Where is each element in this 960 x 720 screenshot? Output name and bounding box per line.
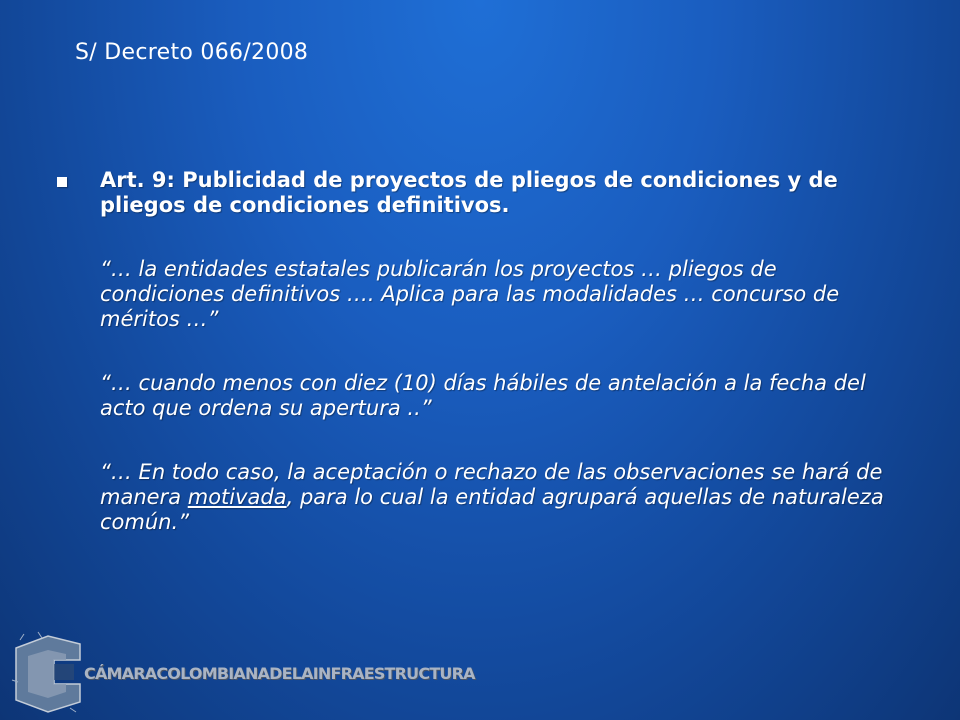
- article-heading: Art. 9: Publicidad de proyectos de pliegos de condiciones y de pliegos de condiciones definitivos.: [100, 168, 838, 217]
- bullet-item: [100, 168, 900, 218]
- slide-content: [100, 168, 900, 574]
- square-bullet-icon: [57, 177, 67, 187]
- quote-text-after: , para lo cual la entidad agrupará aquellas de naturaleza común.”: [100, 485, 884, 534]
- quote-observations: [100, 460, 900, 535]
- logo-text: CÁMARACOLOMBIANADELAINFRAESTRUCTURA: [84, 664, 475, 683]
- quote-publication: “… la entidades estatales publicarán los proyectos … pliegos de condiciones definitivos …. Aplica para las modalidades … concurso de méritos …”: [100, 257, 840, 331]
- cci-logo-icon: [8, 630, 83, 715]
- quote-deadline: “… cuando menos con diez (10) días hábiles de antelación a la fecha del acto que ordena su apertura ..”: [100, 371, 866, 420]
- slide-header: S/ Decreto 066/2008: [75, 40, 309, 65]
- quote-text-before: “… En todo caso, la aceptación o rechazo de las observaciones se hará de manera: [100, 460, 883, 509]
- organization-logo: [8, 630, 475, 715]
- underlined-word: motivada: [187, 485, 287, 509]
